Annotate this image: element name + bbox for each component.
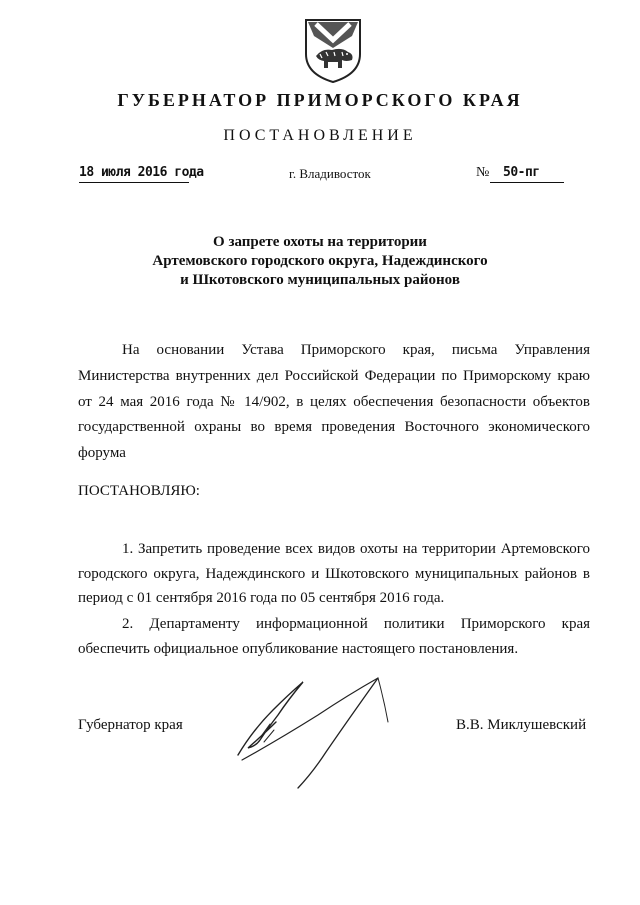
signatory-position: Губернатор края bbox=[78, 717, 183, 733]
decree-word: ПОСТАНОВЛЯЮ: bbox=[78, 483, 200, 499]
decree-item bbox=[78, 612, 590, 661]
date-underline bbox=[79, 182, 189, 183]
document-date: 18 июля 2016 года bbox=[79, 165, 204, 180]
decree-item bbox=[78, 537, 590, 611]
document-number: 50-пг bbox=[503, 165, 540, 180]
signatory-name: В.В. Миклушевский bbox=[456, 717, 587, 733]
preamble-paragraph bbox=[78, 338, 590, 467]
number-label: № bbox=[476, 165, 490, 180]
preamble-text: На основании Устава Приморского края, письма Управления Министерства внутренних дел Российской Федерации по Приморскому краю от 24 мая 2016 года № 14/902, в целях обеспечения безопасности объектов государственной охраны во время проведения Восточного экономического форума bbox=[78, 342, 590, 462]
document-title bbox=[0, 233, 640, 290]
document-city: г. Владивосток bbox=[289, 166, 371, 181]
document-type: ПОСТАНОВЛЕНИЕ bbox=[223, 127, 417, 144]
title-line: Артемовского городского округа, Надеждинского bbox=[152, 253, 488, 269]
title-line: О запрете охоты на территории bbox=[213, 234, 427, 250]
number-underline bbox=[490, 182, 564, 183]
coat-of-arms-icon bbox=[302, 14, 364, 84]
handwritten-signature bbox=[218, 660, 398, 790]
decree-item-text: 2. Департаменту информационной политики Приморского края обеспечить официальное опубликование настоящего постановления. bbox=[78, 616, 590, 657]
decree-item-text: 1. Запретить проведение всех видов охоты на территории Артемовского городского округа, Надеждинского и Шкотовского муниципальных районов в период с 01 сентября 2016 года по 05 сентября 2016 года. bbox=[78, 541, 590, 606]
title-line: и Шкотовского муниципальных районов bbox=[180, 272, 460, 288]
org-title: ГУБЕРНАТОР ПРИМОРСКОГО КРАЯ bbox=[117, 90, 523, 110]
